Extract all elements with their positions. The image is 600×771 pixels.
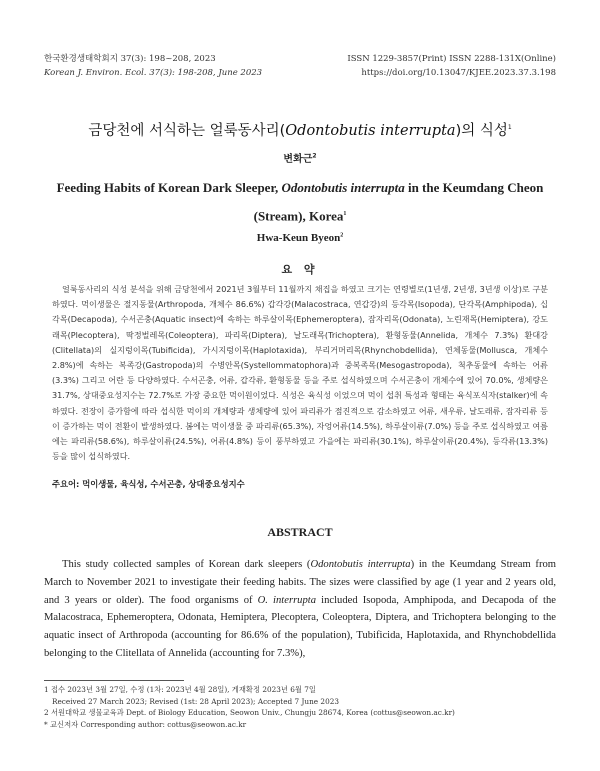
footnote-dates-en: Received 27 March 2023; Revised (1st: 28 April 2023); Accepted 7 June 2023 bbox=[52, 696, 339, 706]
footnote-ref: 1 bbox=[343, 211, 347, 217]
footnotes bbox=[44, 684, 564, 730]
abstract-en-heading: ABSTRACT bbox=[267, 525, 333, 539]
author-en: Hwa-Keun Byeon$^2$ bbox=[256, 232, 344, 244]
affiliation-ref: 2 bbox=[312, 152, 317, 160]
footnote-dates-ko: 1 접수 2023년 3월 27일, 수정 (1차: 2023년 4월 28일), 게재확정 2023년 6월 7일 bbox=[44, 685, 316, 694]
species-abbrev: O. interrupta bbox=[257, 594, 317, 606]
journal-header bbox=[44, 52, 262, 80]
journal-citation-en: Korean J. Environ. Ecol. 37(3): 198-208, June 2023 bbox=[44, 68, 263, 78]
species-name: Odontobutis interrupta bbox=[310, 559, 411, 570]
footnote-divider bbox=[44, 680, 184, 681]
keywords-ko: 주요어: 먹이생물, 육식성, 수서곤충, 상대중요성지수 bbox=[52, 479, 245, 489]
footnote-ref: 1 bbox=[507, 124, 512, 132]
species-name: Odontobutis interrupta bbox=[281, 180, 405, 195]
abstract-en-body: This study collected samples of Korean dark sleepers (Odontobutis interrupta) in the Keumdang Stream from March to November 2021 to investigate their feeding habits. The sizes were classified by age (1 year and 2 years old, and 3 years or older). The food organisms of O. interrupta included Isopoda, Amphipoda, and Decapoda of the Malacostraca, Ephemeroptera, Odonata, Hemiptera, Plecoptera, Coleoptera, Diptera, and Trichoptera belonging to the aquatic insect of Arthropoda (accounting for 86.6% of the population), Tubificida, Haplotaxida, and Rhynchobdellida belonging to the Clitellata of Annelida (accounting for 7.3%), bbox=[44, 559, 557, 659]
footnote-affiliation: 2 서원대학교 생물교육과 Dept. of Biology Education, Seowon Univ., Chungju 28674, Korea (cottus@seowon.ac.kr) bbox=[44, 708, 455, 718]
abstract-ko-heading: 요 약 bbox=[281, 263, 319, 276]
footnote-corresponding: * 교신저자 Corresponding author: cottus@seowon.ac.kr bbox=[44, 719, 247, 729]
issn: ISSN 1229-3857(Print) ISSN 2288-131X(Online) bbox=[347, 54, 556, 64]
paper-title-ko: 금당천에 서식하는 얼룩동사리(Odontobutis interrupta)의 식성$^1$ bbox=[88, 123, 512, 139]
doi-link[interactable]: https://doi.org/10.13047/KJEE.2023.37.3.198 bbox=[361, 68, 556, 78]
author-ko: 변화근$^2$ bbox=[283, 152, 317, 165]
issn-header bbox=[347, 52, 556, 80]
journal-citation-ko: 한국환경생태학회지 37(3): 198~208, 2023 bbox=[44, 54, 216, 64]
affiliation-ref: 2 bbox=[340, 232, 344, 239]
species-name: Odontobutis interrupta bbox=[285, 123, 456, 139]
paper-title-en: Feeding Habits of Korean Dark Sleeper, Odontobutis interrupta in the Keumdang Cheon (Stream), Korea$^1$ bbox=[56, 180, 544, 224]
abstract-ko-body: 얼룩동사리의 식성 분석을 위해 금당천에서 2021년 3월부터 11월까지 채집을 하였고 크기는 연령별로(1년생, 2년생, 3년생 이상)로 구분하였다. 먹이생물은 절지동물(Arthropoda, 개체수 86.6%) 갑각강(Malacostraca, 연갑강)의 등각목(Isopoda), 단각목(Amphipoda), 십각목(Decapoda), 수서곤충(Aquatic insect)에 속하는 하루살이목(Ephemeroptera), 잠자리목(Odonata), 노린재목(Hemiptera), 강도래목(Plecoptera), 딱정벌레목(Coleoptera), 파리목(Diptera), 날도래목(Trichoptera), 환형동물(Annelida, 개체수 7.3%) 환대강(Clitellata)의 실지렁이목(Tubificida), 가시지렁이목(Haplotaxida), 부리거머리목(Rhynchobdellida), 연체동물(Mollusca, 개체수 2.8%)에 속하는 복족강(Gastropoda)의 수병안목(Systellommatophora)과 중복족목(Mesogastropoda), 척추동물에 속하는 어류(3.3%) 그리고 어란 등 다양하였다. 수서곤충, 어류, 갑각류, 환형동물 등을 주로 섭식하였으며 수서곤충이 개체수에 있어 70.0%, 생체량은 31.7%, 상대중요성지수는 72.7%로 가장 중요한 먹이원이었다. 식성은 육식성 이었으며 먹이 섭취 특성과 형태는 육식포식자(stalker)에 속하였다. 전장이 증가함에 따라 섭식한 먹이의 개체량과 생체량에 있어 파리류가 점진적으로 감소하였고 어류, 새우류, 날도래류, 잠자리류 등이 증가하는 먹이 전환이 발생하였다. 봄에는 먹이생물 중 파리류(65.3%), 자엉어류(14.5%), 하루살이류(7.0%) 등을 주로 섭식하였고 여름에는 파리류(58.6%), 하루살이류(24.5%), 어류(4.8%) 등이 풍부하였고 가을에는 파리류(30.1%), 하루살이류(20.4%), 등각류(13.3%) 등을 많이 섭식하였다. bbox=[52, 284, 548, 462]
